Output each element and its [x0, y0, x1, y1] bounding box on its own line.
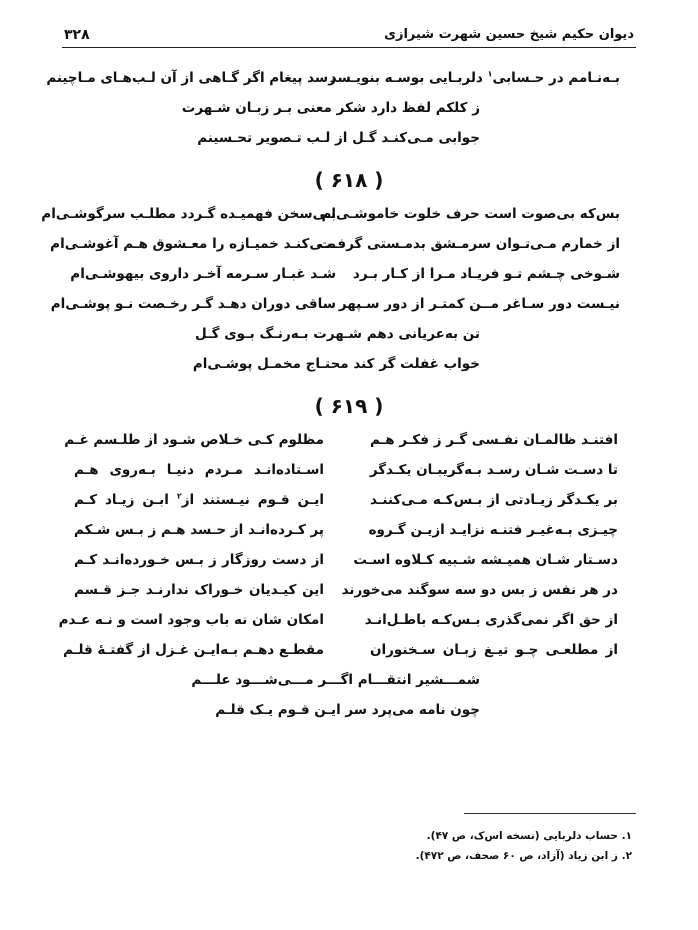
- hemistich-right: بر یکـدگر زیـادتی از بـس‌کـه مـی‌کننـد: [370, 492, 618, 508]
- hemistich-right: از خمارم مـی‌تـوان سرمـشق بدمـستی گرفـت: [318, 236, 620, 252]
- main-text: [41, 64, 636, 726]
- couplet: [50, 230, 636, 260]
- footnote-divider: [464, 813, 636, 814]
- footnote-1: ۱. حساب دلربایی (نسخه اس‌ک، ص ۴۷).: [426, 830, 632, 842]
- center-verse: شمـــشیر انتقـــام اگـــر مـــی‌شـــود علـــم: [191, 672, 480, 688]
- hemistich-left: ساقی دوران دهـد گـر رخـصت نـو پوشـی‌ام: [50, 296, 336, 312]
- footnote-marker-2: ۲: [176, 491, 182, 501]
- hemistich-right: چیـزی بـه‌غیـر فتنـه نزایـد ازیـن گـروه: [368, 522, 618, 538]
- center-verse: تن به‌عریانی دهم شـهرت بـه‌رنـگ بـوی گـل: [195, 326, 480, 342]
- hemistich-left: مـی‌کنـد خمیـازه را معـشوق هـم آغوشـی‌ام: [50, 236, 336, 252]
- hemistich-right: بس‌که بی‌صوت است حرف خلوت خاموشـی‌ام: [321, 206, 620, 222]
- hemistich-left: پر کـرده‌انـد از حـسد هـم ز بـس شـکم: [74, 522, 324, 538]
- poem-number-618: ( ۶۱۸ ): [314, 168, 384, 192]
- footnote-marker-1: ۱: [487, 69, 493, 79]
- hemistich-right: در هر نفس ز بس دو سه سوگند می‌خورند: [341, 582, 618, 598]
- hemistich-left: از دست روزگار ز بـس خـورده‌انـد کـم: [74, 552, 324, 568]
- footnotes: [232, 826, 632, 866]
- hemistich-left: بـی‌سخن فهمیـده گـردد مطلـب سرگوشـی‌ام: [41, 206, 336, 222]
- center-verse: جوابی مـی‌کنـد گـل از لـب تـصویر تحـسینم: [197, 130, 480, 146]
- couplet: [62, 486, 636, 516]
- page-number: ۳۲۸: [64, 27, 90, 43]
- footnote-2: ۲. ز ابن زیاد (آزاد، ص ۶۰ صحف، ص ۴۷۲).: [415, 850, 632, 862]
- couplet: [62, 516, 636, 546]
- center-verse: خواب غفلت گر کند محتـاج مخمـل پوشـی‌ام: [192, 356, 480, 372]
- hemistich-right: بـه‌نـامم در حـسابی$^۱$ دلربـایی بوسـه بنویـسد: [329, 69, 620, 86]
- hemistich-left: رسد پیغام اگر گـاهی از آن لـب‌هـای مـاچینم: [46, 70, 336, 86]
- running-header: [62, 25, 636, 48]
- couplet: [62, 456, 636, 486]
- hemistich-left: مظلوم کـی خـلاص شـود از طلـسم غـم: [64, 432, 324, 448]
- hemistich-left: ایـن قـوم نیـستند از$^۲$ ابـن زیـاد کـم: [74, 491, 324, 508]
- hemistich-right: تا دسـت شـان رسـد بـه‌گریبـان یکـدگر: [369, 462, 618, 478]
- hemistich-left: این کیـدیان خـوراک ندارنـد جـز قـسم: [74, 582, 324, 598]
- hemistich-left: امکان شان نه باب وجود است و نـه عـدم: [58, 612, 324, 628]
- hemistich-left: شـد غبـار سـرمه آخـر داروی بیهوشـی‌ام: [70, 266, 336, 282]
- hemistich-right: نیـست دور سـاغر مــن کمتـر از دور سـپهر: [338, 296, 620, 312]
- couplet: [62, 426, 636, 456]
- couplet: [58, 606, 636, 636]
- poem-number-619: ( ۶۱۹ ): [314, 394, 384, 418]
- couplet: [62, 576, 636, 606]
- hemistich-left: مقطـع دهـم بـه‌ایـن غـزل از گفتـهٔ قلـم: [63, 642, 324, 658]
- center-verse: چون نامه می‌پرد سر ایـن قـوم یـک قلـم: [215, 702, 480, 718]
- couplet: [62, 636, 636, 666]
- intro-couplet: [46, 64, 636, 94]
- couplet: [62, 546, 636, 576]
- couplet: [50, 290, 636, 320]
- book-title: دیوان حکیم شیخ حسین شهرت شیرازی: [384, 27, 634, 42]
- couplet: [62, 260, 636, 290]
- couplet: [41, 200, 636, 230]
- hemistich-right: از مطلعـی چـو تیـغ زبـان سـخنوران: [370, 642, 618, 658]
- hemistich-right: از حق اگر نمی‌گذری بـس‌کـه باطـل‌انـد: [364, 612, 618, 628]
- hemistich-left: اسـتاده‌انـد مـردم دنیـا بـه‌روی هـم: [74, 462, 324, 478]
- hemistich-right: دسـتار شـان همیـشه شـبیه کـلاوه اسـت: [353, 552, 618, 568]
- center-verse: ز کلکم لفظ دارد شکر معنی بـر زبـان شـهرت: [181, 100, 480, 116]
- hemistich-right: شـوخی چـشم تـو فریـاد مـرا از کـار بـرد: [352, 266, 620, 282]
- hemistich-right: افتنـد ظالمـان نفـسی گـر ز فکـر هـم: [370, 432, 618, 448]
